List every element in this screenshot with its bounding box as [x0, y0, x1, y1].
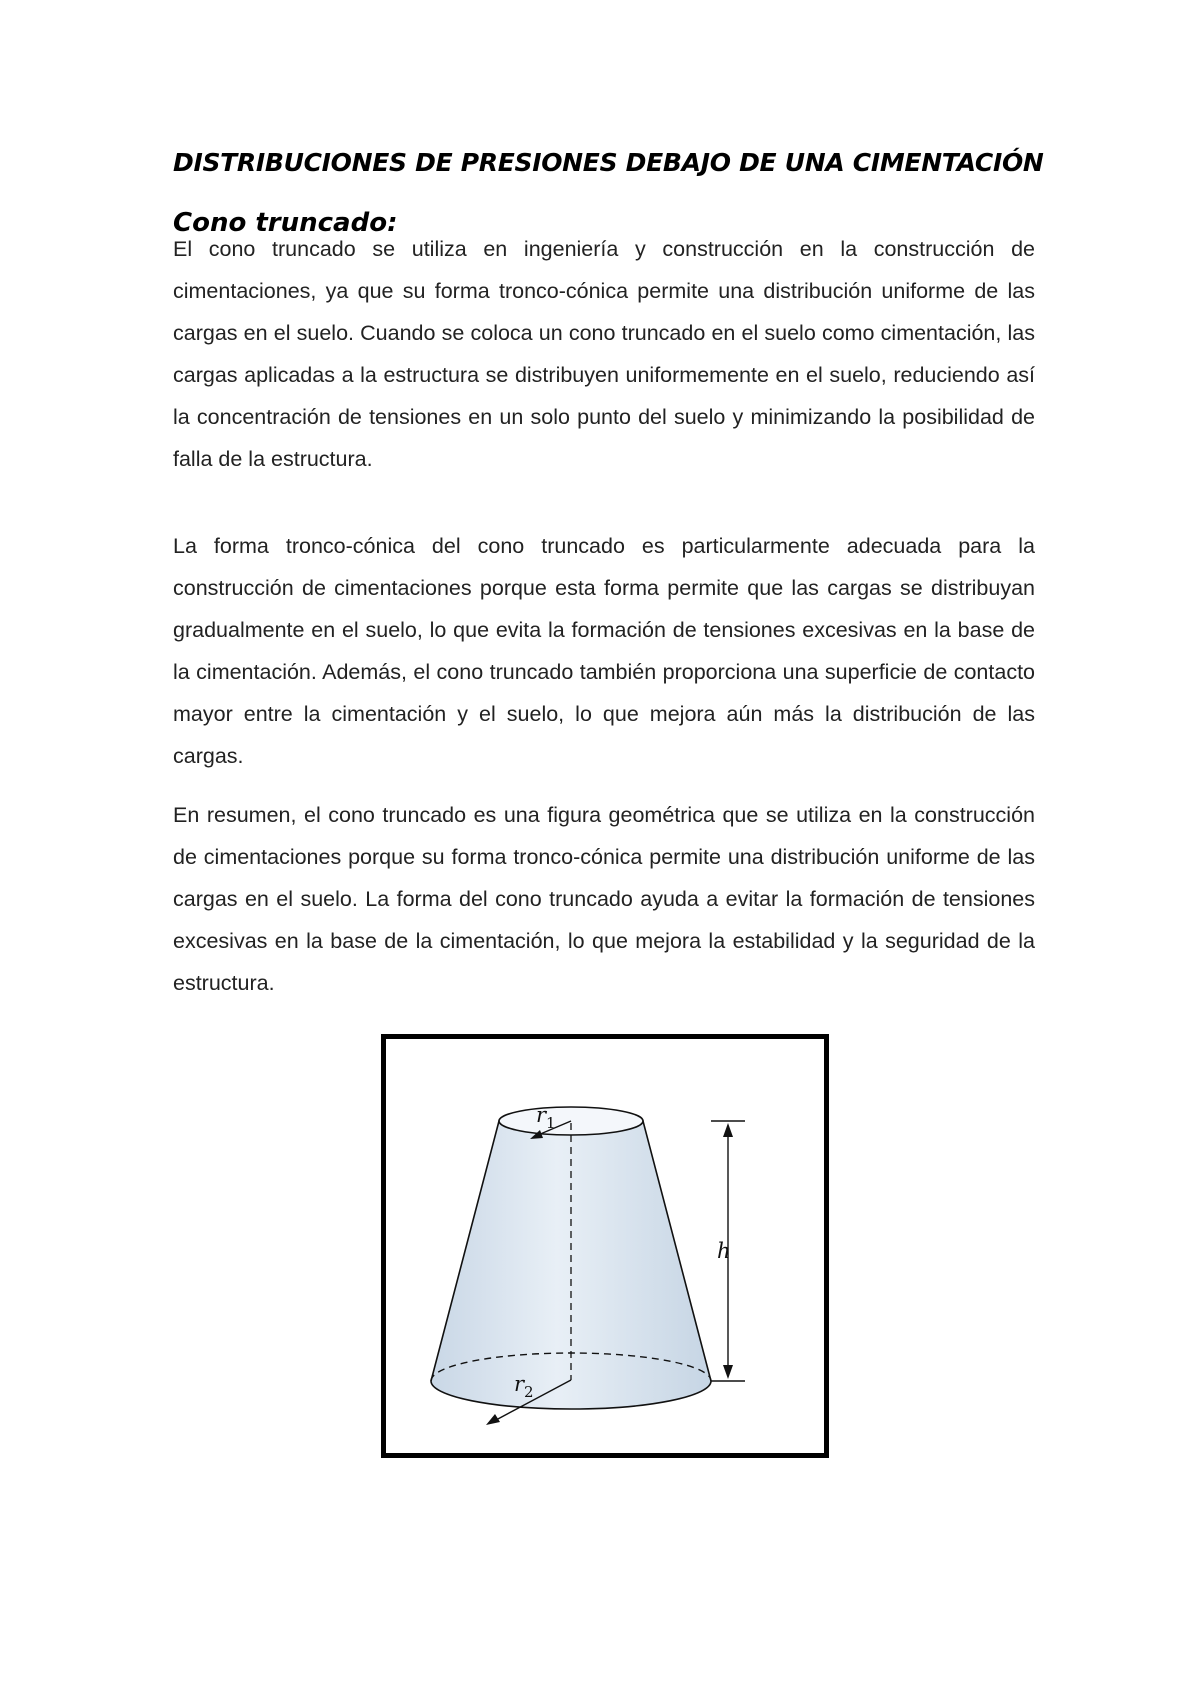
h-arrowhead-top [723, 1123, 733, 1137]
label-h: h [717, 1239, 731, 1263]
label-r1: $r_1$ [536, 1103, 556, 1132]
truncated-cone-diagram [386, 1039, 824, 1453]
r2-arrowhead [486, 1414, 500, 1425]
paragraph-2: La forma tronco-cónica del cono truncado es particularmente adecuada para la construcción de cimentaciones porque esta forma permite que las cargas se distribuyan gradualmente en el suelo, lo que evita la formación de tensiones excesivas en la base de la cimentación. Además, el cono truncado también proporciona una superficie de contacto mayor entre la cimentación y el suelo, lo que mejora aún más la distribución de las cargas. [173, 534, 1035, 768]
paragraph-3: En resumen, el cono truncado es una figura geométrica que se utiliza en la construcción de cimentaciones porque su forma tronco-cónica permite una distribución uniforme de las cargas en el suelo. La forma del cono truncado ayuda a evitar la formación de tensiones excesivas en la base de la cimentación, lo que mejora la estabilidad y la seguridad de la estructura. [173, 803, 1035, 995]
label-r2: $r_2$ [514, 1372, 534, 1401]
h-arrowhead-bottom [723, 1365, 733, 1379]
paragraph-1: El cono truncado se utiliza en ingeniería y construcción en la construcción de cimentaciones, ya que su forma tronco-cónica permite una distribución uniforme de las cargas en el suelo. Cuando se coloca un cono truncado en el suelo como cimentación, las cargas aplicadas a la estructura se distribuyen uniformemente en el suelo, reduciendo así la concentración de tensiones en un solo punto del suelo y minimizando la posibilidad de falla de la estructura. [173, 237, 1035, 471]
document-title: DISTRIBUCIONES DE PRESIONES DEBAJO DE UNA CIMENTACIÓN [173, 148, 1044, 177]
section-heading: Cono truncado: [173, 208, 398, 238]
truncated-cone-figure [381, 1034, 829, 1458]
